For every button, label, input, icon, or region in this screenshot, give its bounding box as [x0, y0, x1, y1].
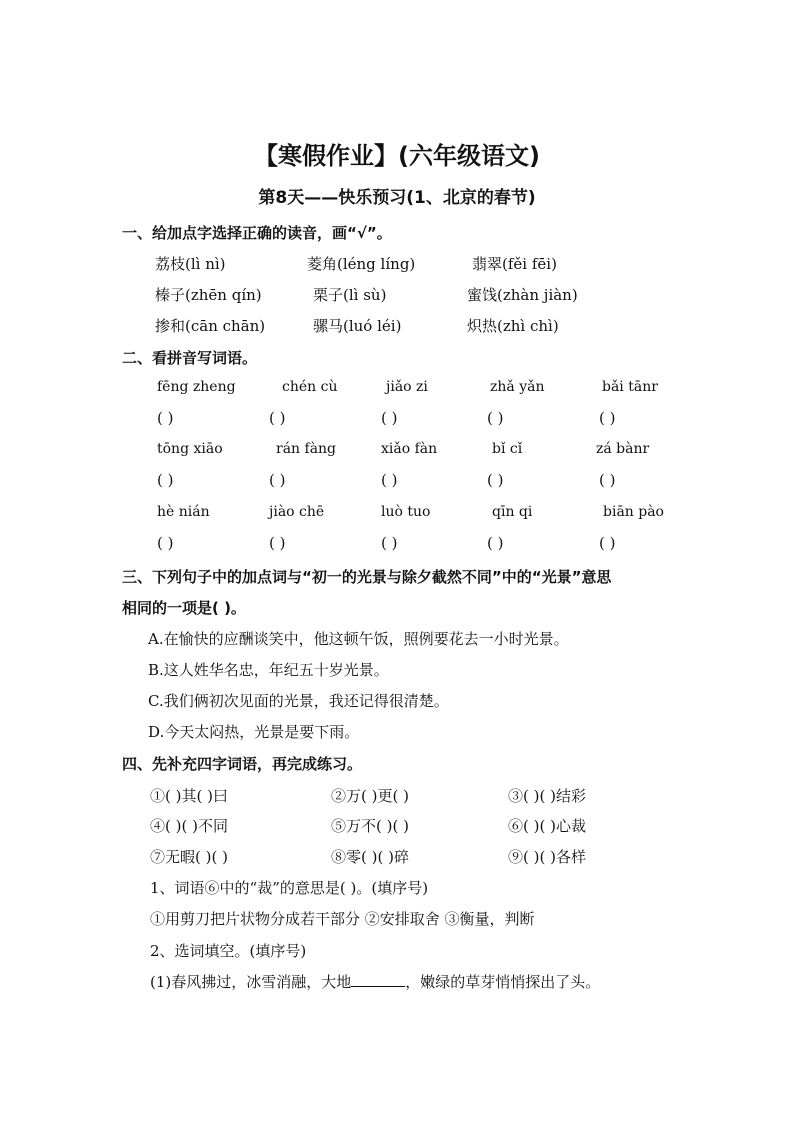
pinyin-prompt: zhǎ yǎn [490, 379, 545, 395]
question-2-item-1 [150, 971, 600, 992]
question-2: 2、选词填空。(填序号) [150, 942, 307, 960]
answer-blank[interactable]: ( ) [599, 409, 616, 427]
pinyin-prompt: rán fàng [276, 441, 337, 457]
pinyin-prompt: bǐ cǐ [492, 441, 523, 457]
section1-heading: 一、给加点字选择正确的读音，画“√”。 [122, 224, 392, 242]
answer-blank[interactable]: ( ) [487, 534, 504, 552]
pinyin-choice-item: 栗子(lì sù) [313, 286, 387, 304]
pinyin-choice-item: 翡翠(fěi fēi) [472, 255, 557, 273]
idiom-fill-item[interactable]: ⑦无暇( )( ) [150, 848, 228, 866]
question-2-item-1-before: (1)春风拂过，冰雪消融，大地 [150, 973, 352, 991]
pinyin-choice-item: 蜜饯(zhàn jiàn) [467, 286, 578, 304]
answer-blank[interactable]: ( ) [599, 534, 616, 552]
idiom-fill-item[interactable]: ⑨( )( )各样 [508, 848, 586, 866]
question-2-item-1-after: ，嫩绿的草芽悄悄探出了头。 [405, 973, 601, 991]
pinyin-prompt: biān pào [603, 504, 664, 520]
answer-blank[interactable]: ( ) [269, 534, 286, 552]
answer-blank[interactable]: ( ) [269, 471, 286, 489]
idiom-fill-item[interactable]: ⑤万不( )( ) [331, 817, 409, 835]
idiom-fill-item[interactable]: ③( )( )结彩 [508, 787, 586, 805]
section4-heading: 四、先补充四字词语，再完成练习。 [122, 755, 363, 773]
pinyin-choice-item: 炽热(zhì chì) [467, 317, 559, 335]
pinyin-prompt: luò tuo [381, 504, 431, 520]
section3-heading: 三、下列句子中的加点词与“初一的光景与除夕截然不同”中的“光景”意思 [122, 568, 612, 586]
answer-blank[interactable]: ( ) [381, 471, 398, 489]
answer-blank[interactable]: ( ) [487, 471, 504, 489]
choice-option[interactable]: C.我们俩初次见面的光景，我还记得很清楚。 [148, 692, 449, 710]
section3-heading-cont: 相同的一项是( )。 [122, 599, 246, 617]
answer-blank[interactable]: ( ) [157, 471, 174, 489]
page-title: 【寒假作业】(六年级语文) [254, 142, 540, 170]
idiom-fill-item[interactable]: ④( )( )不同 [150, 817, 228, 835]
pinyin-choice-item: 骡马(luó léi) [313, 317, 402, 335]
answer-blank[interactable]: ( ) [269, 409, 286, 427]
page-subtitle: 第8天——快乐预习(1、北京的春节) [258, 188, 536, 208]
pinyin-prompt: jiǎo zi [386, 379, 428, 395]
pinyin-choice-item: 榛子(zhēn qín) [155, 286, 262, 304]
answer-blank[interactable]: ( ) [157, 534, 174, 552]
choice-option[interactable]: A.在愉快的应酬谈笑中，他这顿午饭，照例要花去一小时光景。 [148, 630, 569, 648]
answer-blank[interactable]: ( ) [381, 409, 398, 427]
section2-heading: 二、看拼音写词语。 [122, 349, 258, 367]
idiom-fill-item[interactable]: ⑧零( )( )碎 [331, 848, 409, 866]
answer-blank[interactable]: ( ) [487, 409, 504, 427]
pinyin-choice-item: 荔枝(lì nì) [155, 255, 226, 273]
pinyin-prompt: hè nián [157, 504, 210, 520]
pinyin-prompt: zá bànr [596, 441, 650, 457]
idiom-fill-item[interactable]: ①( )其( )曰 [150, 787, 228, 805]
pinyin-prompt: chén cù [282, 379, 338, 395]
pinyin-prompt: bǎi tānr [602, 379, 658, 395]
idiom-fill-item[interactable]: ⑥( )( )心裁 [508, 817, 586, 835]
idiom-fill-item[interactable]: ②万( )更( ) [331, 787, 409, 805]
pinyin-choice-item: 菱角(léng líng) [307, 255, 416, 273]
pinyin-prompt: jiào chē [269, 504, 325, 520]
answer-blank[interactable]: ( ) [599, 471, 616, 489]
choice-option[interactable]: D.今天太闷热，光景是要下雨。 [148, 723, 360, 741]
pinyin-prompt: fēng zheng [157, 379, 236, 395]
pinyin-choice-item: 掺和(cān chān) [155, 317, 266, 335]
pinyin-prompt: qīn qi [492, 504, 533, 520]
pinyin-prompt: tōng xiāo [157, 441, 223, 457]
question-1: 1、词语⑥中的“裁”的意思是( )。(填序号) [150, 879, 429, 897]
fill-blank-line[interactable] [351, 972, 405, 987]
question-1-options: ①用剪刀把片状物分成若干部分 ②安排取舍 ③衡量，判断 [150, 910, 535, 928]
answer-blank[interactable]: ( ) [381, 534, 398, 552]
choice-option[interactable]: B.这人姓华名忠，年纪五十岁光景。 [148, 661, 389, 679]
pinyin-prompt: xiǎo fàn [381, 441, 438, 457]
answer-blank[interactable]: ( ) [157, 409, 174, 427]
